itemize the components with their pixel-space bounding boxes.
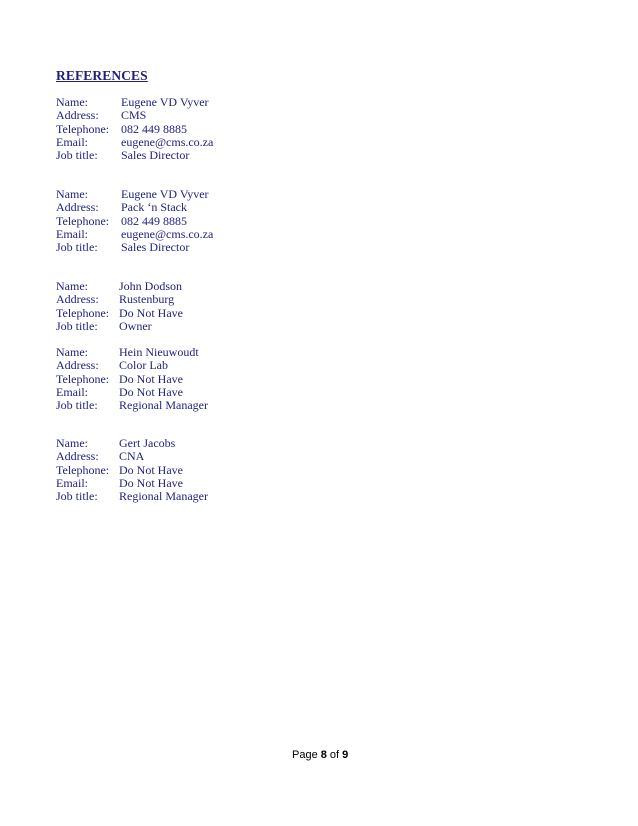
address-value: CMS [121, 108, 147, 123]
job-title-label: Job title: [56, 240, 98, 255]
address-value: Color Lab [119, 358, 168, 373]
email-row [56, 136, 213, 149]
job-title-value: Sales Director [121, 240, 190, 255]
email-label: Email: [56, 475, 88, 490]
job-title-value: Sales Director [121, 148, 190, 163]
name-value: Gert Jacobs [119, 436, 176, 450]
job-title-row [56, 241, 213, 254]
telephone-value: 082 449 8885 [121, 121, 187, 136]
reference-entry-5 [56, 437, 208, 503]
address-label: Address: [56, 449, 99, 464]
email-label: Email: [56, 226, 88, 241]
telephone-row [56, 464, 208, 477]
name-value: Eugene VD Vyver [121, 95, 209, 109]
current-page-number: 8 [320, 749, 327, 761]
name-label: Name: [56, 279, 88, 293]
email-label: Email: [56, 384, 88, 399]
telephone-value: Do Not Have [119, 462, 183, 477]
email-label: Email: [56, 134, 88, 149]
job-title-label: Job title: [56, 398, 98, 413]
total-page-count: 9 [342, 749, 349, 761]
of-word: of [326, 749, 343, 761]
name-value: John Dodson [119, 279, 183, 293]
telephone-value: Do Not Have [119, 305, 183, 320]
name-label: Name: [56, 95, 88, 109]
job-title-label: Job title: [56, 489, 98, 504]
name-row [56, 96, 213, 109]
telephone-label: Telephone: [56, 305, 110, 320]
reference-entry-1 [56, 96, 213, 162]
telephone-label: Telephone: [56, 462, 110, 477]
page-number-footer [292, 749, 348, 761]
page-word: Page [292, 749, 321, 761]
telephone-row [56, 123, 213, 136]
name-row [56, 346, 208, 359]
reference-entry-2 [56, 188, 213, 254]
address-value: CNA [119, 449, 145, 464]
name-label: Name: [56, 345, 88, 359]
reference-entry-4 [56, 346, 208, 412]
address-label: Address: [56, 292, 99, 307]
address-value: Pack ‘n Stack [121, 200, 187, 215]
address-row [56, 450, 208, 463]
telephone-label: Telephone: [56, 121, 110, 136]
address-row [56, 109, 213, 122]
address-label: Address: [56, 200, 99, 215]
address-label: Address: [56, 108, 99, 123]
telephone-value: Do Not Have [119, 371, 183, 386]
telephone-label: Telephone: [56, 371, 110, 386]
job-title-row [56, 320, 183, 333]
name-value: Hein Nieuwoudt [119, 345, 199, 359]
telephone-row [56, 307, 183, 320]
job-title-value: Regional Manager [119, 489, 208, 504]
email-value: eugene@cms.co.za [121, 226, 214, 241]
address-row [56, 293, 183, 306]
address-row [56, 359, 208, 372]
telephone-value: 082 449 8885 [121, 213, 187, 228]
job-title-value: Regional Manager [119, 398, 208, 413]
name-row [56, 437, 208, 450]
address-row [56, 201, 213, 214]
address-label: Address: [56, 358, 99, 373]
job-title-row [56, 490, 208, 503]
job-title-label: Job title: [56, 148, 98, 163]
name-row [56, 280, 183, 293]
job-title-row [56, 149, 213, 162]
name-row [56, 188, 213, 201]
job-title-row [56, 399, 208, 412]
address-value: Rustenburg [119, 292, 175, 307]
reference-entry-3 [56, 280, 183, 333]
telephone-label: Telephone: [56, 213, 110, 228]
email-row [56, 477, 208, 490]
email-row [56, 386, 208, 399]
email-value: Do Not Have [119, 384, 183, 399]
name-label: Name: [56, 187, 88, 201]
email-value: eugene@cms.co.za [121, 134, 214, 149]
name-value: Eugene VD Vyver [121, 187, 209, 201]
email-value: Do Not Have [119, 475, 183, 490]
references-heading: REFERENCES [56, 68, 148, 83]
job-title-value: Owner [119, 318, 152, 333]
telephone-row [56, 215, 213, 228]
job-title-label: Job title: [56, 318, 98, 333]
telephone-row [56, 373, 208, 386]
email-row [56, 228, 213, 241]
name-label: Name: [56, 436, 88, 450]
